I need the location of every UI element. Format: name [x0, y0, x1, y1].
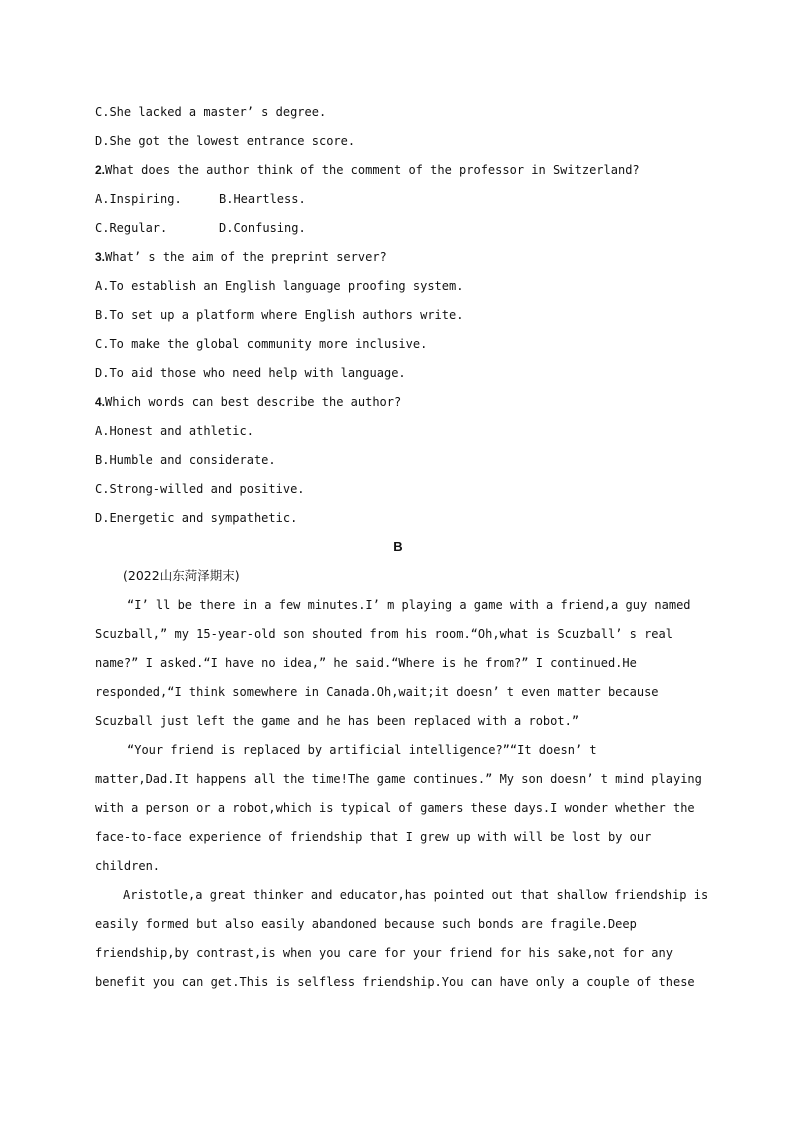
q4-option-b: B.Humble and considerate. [95, 453, 276, 467]
q3-number: 3. [95, 250, 106, 264]
q2-option-b: B.Heartless. [219, 192, 306, 206]
q4-number: 4. [95, 395, 106, 409]
q2-option-d: D.Confusing. [219, 221, 306, 235]
passage-p2-line-4: face-to-face experience of friendship that I grew up with will be lost by our [95, 830, 652, 844]
section-source: (2022山东菏泽期末) [123, 568, 240, 583]
q3-stem [95, 247, 695, 276]
passage-p2-line-2: matter,Dad.It happens all the time!The game continues.” My son doesn’ t mind playing [95, 772, 702, 786]
passage-p3-line-3: friendship,by contrast,is when you care for your friend for his sake,not for any [95, 946, 673, 960]
document-content [95, 102, 709, 1001]
q4-option-c: C.Strong-willed and positive. [95, 482, 305, 496]
passage-p1-line-3: name?” I asked.“I have no idea,” he said.“Where is he from?” I continued.He [95, 656, 637, 670]
passage-p2-line-5: children. [95, 859, 161, 873]
q2-option-a: A.Inspiring. [95, 192, 182, 206]
passage-p3-line-4: benefit you can get.This is selfless friendship.You can have only a couple of these [95, 975, 695, 989]
q4-stem [95, 392, 695, 421]
passage-p1-line-2: Scuzball,” my 15-year-old son shouted from his room.“Oh,what is Scuzball’ s real [95, 627, 673, 641]
passage-p2-line-3: with a person or a robot,which is typical of gamers these days.I wonder whether the [95, 801, 695, 815]
passage-p2-line-1: “Your friend is replaced by artificial intelligence?”“It doesn’ t [127, 743, 597, 757]
q3-option-c: C.To make the global community more inclusive. [95, 337, 428, 351]
q3-text: What’ s the aim of the preprint server? [105, 250, 387, 264]
q4-option-a: A.Honest and athletic. [95, 424, 254, 438]
q1-option-c: C.She lacked a master’ s degree. [95, 105, 327, 119]
q4-text: Which words can best describe the author? [105, 395, 402, 409]
passage-p1-line-1: “I’ ll be there in a few minutes.I’ m playing a game with a friend,a guy named [127, 598, 691, 612]
q4-option-d: D.Energetic and sympathetic. [95, 511, 298, 525]
passage-p3-line-1: Aristotle,a great thinker and educator,has pointed out that shallow friendship is [123, 888, 709, 902]
section-title: B [393, 539, 403, 554]
q2-options-row-1 [95, 189, 695, 218]
q3-option-a: A.To establish an English language proofing system. [95, 279, 464, 293]
q2-stem [95, 160, 695, 189]
passage-p1-line-4: responded,“I think somewhere in Canada.Oh,wait;it doesn’ t even matter because [95, 685, 659, 699]
q3-option-d: D.To aid those who need help with language. [95, 366, 406, 380]
q2-options-row-2 [95, 218, 695, 247]
q2-text: What does the author think of the comment of the professor in Switzerland? [105, 163, 640, 177]
q3-option-b: B.To set up a platform where English authors write. [95, 308, 464, 322]
q2-number: 2. [95, 163, 106, 177]
q1-option-d: D.She got the lowest entrance score. [95, 134, 356, 148]
passage-p1-line-5: Scuzball just left the game and he has been replaced with a robot.” [95, 714, 580, 728]
passage-p3-line-2: easily formed but also easily abandoned because such bonds are fragile.Deep [95, 917, 637, 931]
q2-option-c: C.Regular. [95, 221, 168, 235]
